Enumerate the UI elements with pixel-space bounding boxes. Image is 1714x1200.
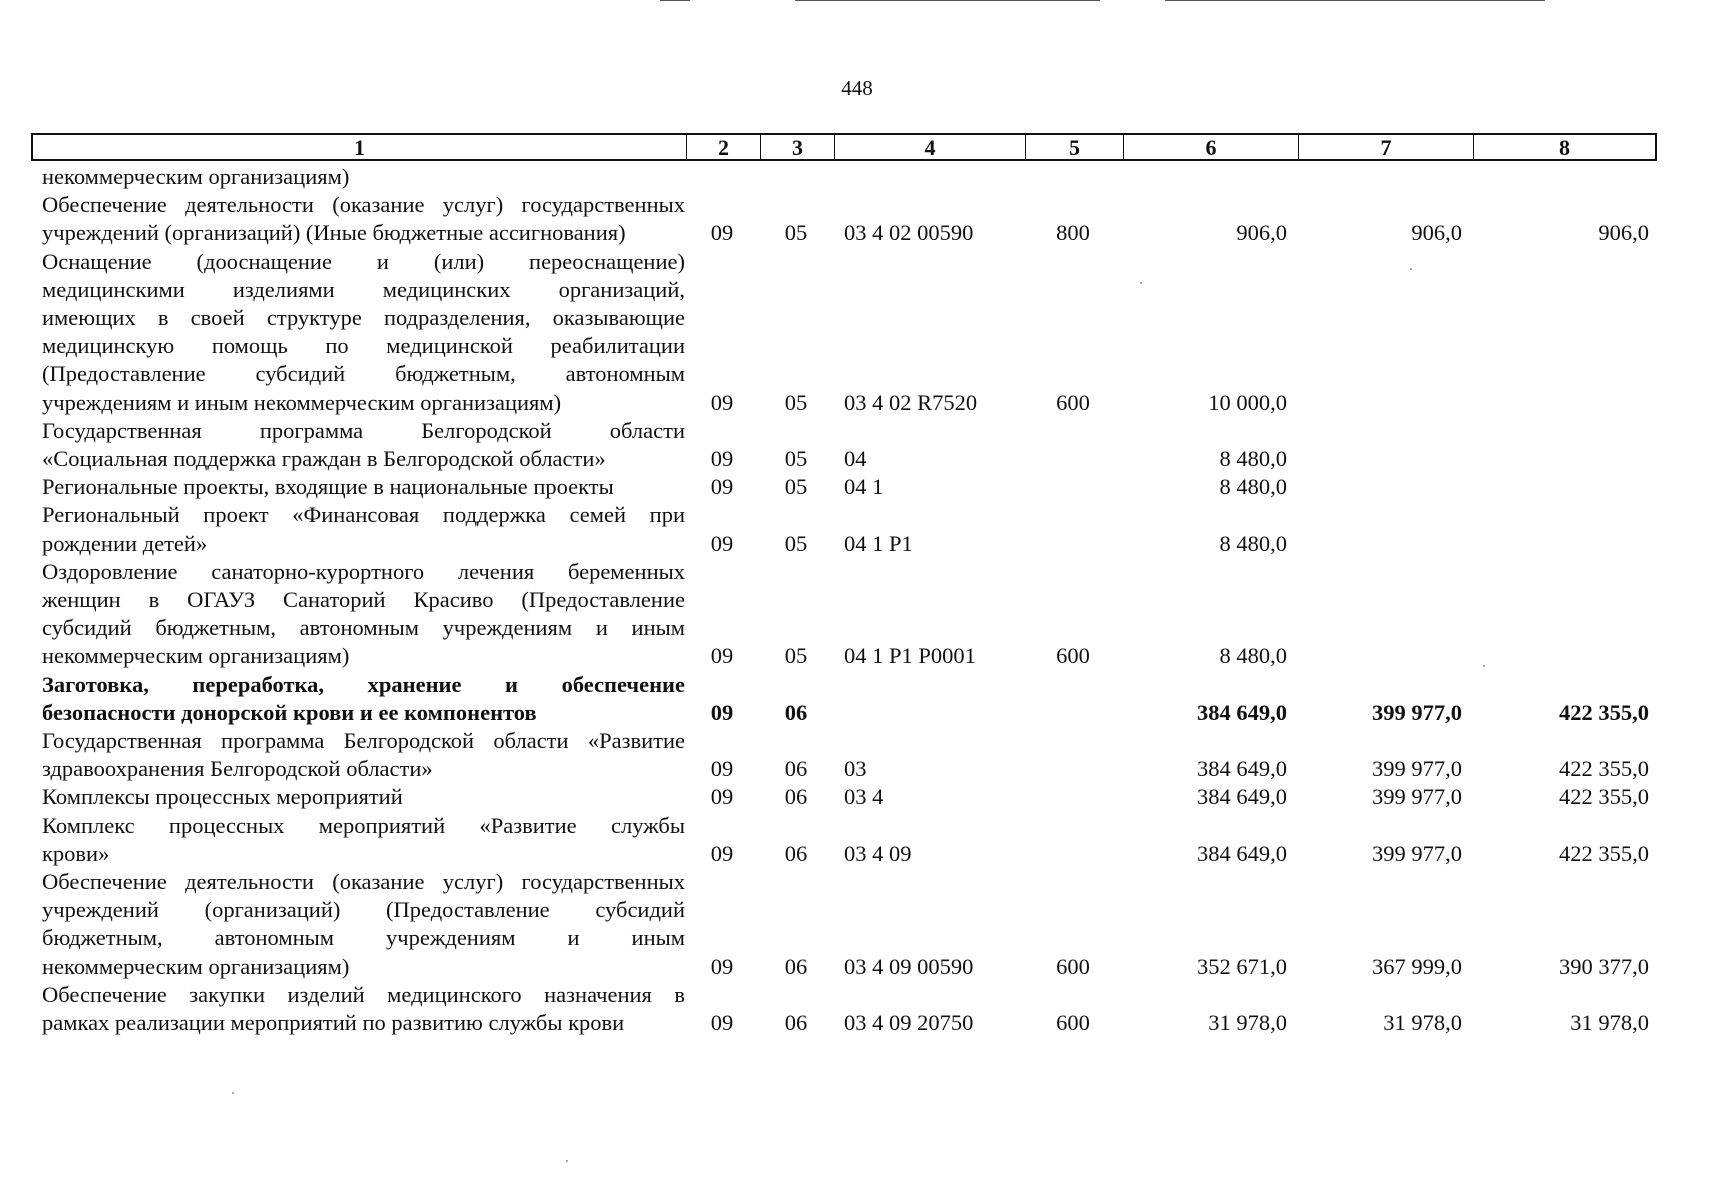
description-line: здравоохранения Белгородской области» — [42, 756, 433, 782]
header-cell: 5 — [1026, 135, 1124, 159]
section-code: 09 — [710, 474, 734, 500]
scan-speck — [232, 1092, 234, 1094]
description-line: субсидий бюджетным, автономным учреждениям и иным — [42, 615, 685, 641]
description-line: учреждений (организаций) (Предоставление субсидий — [42, 897, 685, 923]
target-article-code: 03 4 09 20750 — [844, 1010, 974, 1036]
header-cell: 1 — [33, 135, 687, 159]
description-line: крови» — [42, 840, 110, 866]
table-row — [31, 783, 1657, 811]
target-article-code: 04 1 P1 — [844, 530, 913, 556]
target-article-code: 03 4 09 — [844, 840, 912, 866]
row-description — [31, 783, 685, 811]
amount-col-8: 906,0 — [1598, 220, 1649, 246]
section-code: 09 — [710, 220, 734, 246]
target-article-code: 04 1 — [844, 474, 884, 500]
table-row — [31, 191, 1657, 247]
scan-speck — [1410, 268, 1412, 270]
amount-col-6: 384 649,0 — [1197, 756, 1287, 782]
row-description — [31, 558, 685, 671]
description-line: некоммерческим организациям) — [42, 164, 350, 189]
header-cell: 7 — [1299, 135, 1474, 159]
scan-artifact-line — [1165, 0, 1545, 1]
amount-col-6: 384 649,0 — [1197, 784, 1287, 810]
target-article-code: 03 4 09 00590 — [844, 953, 974, 979]
description-line: рождении детей» — [42, 530, 208, 556]
scan-artifact-line — [795, 0, 1100, 1]
subsection-code: 05 — [784, 643, 808, 669]
section-code: 09 — [710, 784, 734, 810]
target-article-code: 03 4 02 00590 — [844, 220, 974, 246]
expense-type-code: 600 — [1056, 643, 1090, 669]
header-cell: 8 — [1559, 135, 1570, 160]
amount-col-6: 8 480,0 — [1219, 530, 1287, 556]
description-line: женщин в ОГАУЗ Санаторий Красиво (Предоставление — [42, 587, 685, 613]
subsection-code: 05 — [784, 446, 808, 472]
description-line: рамках реализации мероприятий по развитию службы крови — [42, 1010, 625, 1036]
amount-col-6: 352 671,0 — [1197, 953, 1287, 979]
table-row — [31, 473, 1657, 501]
description-line: (Предоставление субсидий бюджетным, автономным — [42, 361, 685, 387]
description-line: некоммерческим организациям) — [42, 953, 350, 979]
row-description — [31, 501, 685, 557]
row-description — [31, 981, 685, 1037]
amount-col-7: 31 978,0 — [1383, 1010, 1462, 1036]
amount-col-8: 390 377,0 — [1559, 953, 1649, 979]
section-code: 09 — [710, 530, 734, 556]
section-code: 09 — [710, 756, 734, 782]
description-line: бюджетным, автономным учреждениям и иным — [42, 925, 685, 951]
amount-col-6: 906,0 — [1236, 220, 1287, 246]
description-line: Оздоровление санаторно-курортного лечения беременных — [42, 558, 685, 584]
amount-col-8: 422 355,0 — [1559, 840, 1649, 866]
description-line: Государственная программа Белгородской области — [42, 417, 685, 443]
section-code: 09 — [710, 446, 734, 472]
subsection-code: 05 — [784, 220, 808, 246]
section-code: 09 — [710, 699, 734, 725]
description-line: медицинскими изделиями медицинских организаций, — [42, 276, 685, 302]
target-article-code: 03 4 02 R7520 — [844, 389, 978, 415]
scan-speck — [1140, 282, 1142, 284]
target-article-code: 03 — [844, 756, 867, 782]
table-row — [31, 417, 1657, 473]
scan-speck — [1483, 665, 1485, 667]
description-line: учреждений (организаций) (Иные бюджетные ассигнования) — [42, 220, 626, 246]
header-cell: 2 — [687, 135, 761, 159]
description-line: некоммерческим организациям) — [42, 643, 350, 669]
description-line: Обеспечение деятельности (оказание услуг) государственных — [42, 869, 685, 895]
subsection-code: 05 — [784, 474, 808, 500]
description-line: Региональный проект «Финансовая поддержка семей при — [42, 502, 685, 528]
header-cell: 3 — [761, 135, 835, 159]
description-line: Заготовка, переработка, хранение и обеспечение — [42, 671, 685, 697]
amount-col-6: 10 000,0 — [1208, 389, 1287, 415]
amount-col-8: 422 355,0 — [1559, 699, 1649, 725]
description-line: Обеспечение деятельности (оказание услуг) государственных — [42, 192, 685, 218]
row-description — [31, 163, 685, 191]
table-row — [31, 671, 1657, 727]
description-line: Комплекс процессных мероприятий «Развитие службы — [42, 812, 685, 838]
amount-col-8: 31 978,0 — [1570, 1010, 1649, 1036]
table-row — [31, 248, 1657, 417]
description-line: Государственная программа Белгородской области «Развитие — [42, 728, 685, 754]
target-article-code: 04 1 P1 P0001 — [844, 643, 976, 669]
subsection-code: 06 — [784, 953, 808, 979]
amount-col-7: 399 977,0 — [1372, 840, 1462, 866]
scan-artifact-line — [660, 0, 690, 1]
subsection-code: 06 — [784, 784, 808, 810]
amount-col-7: 399 977,0 — [1372, 699, 1462, 725]
header-cell: 6 — [1124, 135, 1299, 159]
header-cell: 4 — [835, 135, 1026, 159]
page-number: 448 — [841, 76, 873, 100]
amount-col-7: 367 999,0 — [1372, 953, 1462, 979]
table-row — [31, 558, 1657, 671]
row-description — [31, 417, 685, 473]
section-code: 09 — [710, 840, 734, 866]
amount-col-8: 422 355,0 — [1559, 784, 1649, 810]
row-description — [31, 868, 685, 981]
amount-col-6: 8 480,0 — [1219, 474, 1287, 500]
expense-type-code: 800 — [1056, 220, 1090, 246]
row-description — [31, 812, 685, 868]
subsection-code: 06 — [784, 699, 808, 725]
amount-col-6: 384 649,0 — [1197, 699, 1287, 725]
subsection-code: 06 — [784, 1010, 808, 1036]
section-code: 09 — [710, 643, 734, 669]
subsection-code: 06 — [784, 756, 808, 782]
row-description — [31, 671, 685, 727]
table-row — [31, 981, 1657, 1037]
expense-type-code: 600 — [1056, 953, 1090, 979]
scan-speck — [566, 1160, 568, 1162]
subsection-code: 06 — [784, 840, 808, 866]
amount-col-6: 384 649,0 — [1197, 840, 1287, 866]
table-row — [31, 501, 1657, 557]
row-description — [31, 473, 685, 501]
row-description — [31, 191, 685, 247]
subsection-code: 05 — [784, 389, 808, 415]
amount-col-6: 8 480,0 — [1219, 643, 1287, 669]
description-line: Комплексы процессных мероприятий — [42, 784, 403, 810]
table-row — [31, 163, 1657, 191]
table-row — [31, 812, 1657, 868]
expense-type-code: 600 — [1056, 1010, 1090, 1036]
description-line: Оснащение (дооснащение и (или) переоснащение) — [42, 248, 685, 274]
description-line: учреждениям и иным некоммерческим организациям) — [42, 389, 562, 415]
row-description — [31, 248, 685, 417]
amount-col-6: 31 978,0 — [1208, 1010, 1287, 1036]
row-description — [31, 727, 685, 783]
table-body — [31, 163, 1657, 1037]
amount-col-7: 906,0 — [1411, 220, 1462, 246]
description-line: Региональные проекты, входящие в национальные проекты — [42, 474, 614, 500]
subsection-code: 05 — [784, 530, 808, 556]
amount-col-6: 8 480,0 — [1219, 446, 1287, 472]
amount-col-7: 399 977,0 — [1372, 756, 1462, 782]
target-article-code: 03 4 — [844, 784, 884, 810]
description-line: «Социальная поддержка граждан в Белгородской области» — [42, 446, 606, 472]
description-line: безопасности донорской крови и ее компонентов — [42, 699, 537, 725]
amount-col-8: 422 355,0 — [1559, 756, 1649, 782]
section-code: 09 — [710, 389, 734, 415]
amount-col-7: 399 977,0 — [1372, 784, 1462, 810]
description-line: имеющих в своей структуре подразделения, оказывающие — [42, 305, 685, 331]
description-line: медицинскую помощь по медицинской реабилитации — [42, 333, 685, 359]
table-row — [31, 868, 1657, 981]
section-code: 09 — [710, 1010, 734, 1036]
section-code: 09 — [710, 953, 734, 979]
target-article-code: 04 — [844, 446, 867, 472]
table-row — [31, 727, 1657, 783]
expense-type-code: 600 — [1056, 389, 1090, 415]
description-line: Обеспечение закупки изделий медицинского назначения в — [42, 981, 685, 1007]
table-header — [31, 133, 1657, 161]
